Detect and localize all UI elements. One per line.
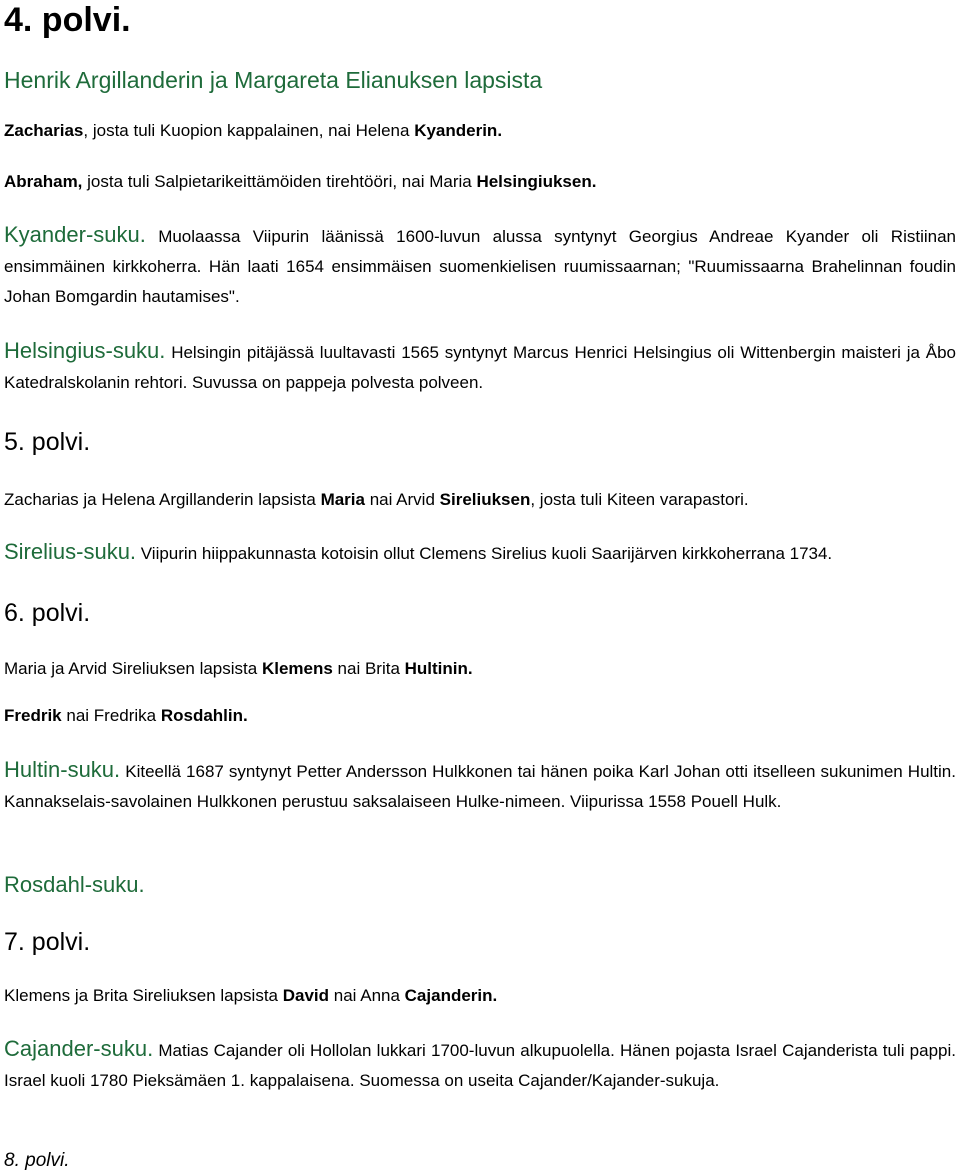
spouse-name: Kyanderin. bbox=[414, 121, 503, 140]
line-text: nai Brita bbox=[332, 659, 405, 678]
child-name: Maria bbox=[320, 490, 365, 509]
line-text: nai Arvid bbox=[364, 490, 440, 509]
family-text: Viipurin hiippakunnasta kotoisin ollut Clemens Sirelius kuoli Saarijärven kirkkoherrana 1734. bbox=[136, 544, 833, 563]
heading-generation-7: 7. polvi. bbox=[4, 928, 91, 956]
spouse-name: Sireliuksen bbox=[439, 490, 531, 509]
child-line-maria bbox=[4, 490, 956, 510]
family-text: Kiteellä 1687 syntynyt Petter Andersson Hulkkonen tai hänen poika Karl Johan otti itselleen sukunimen Hultin. Kannakselais-savolainen Hulkkonen perustuu saksalaiseen Hulke-nimeen. Viipurissa 1558 Pouell Hulk. bbox=[4, 762, 956, 811]
child-line-david bbox=[4, 986, 956, 1006]
heading-generation-6: 6. polvi. bbox=[4, 599, 91, 627]
family-name: Helsingius-suku. bbox=[4, 338, 166, 363]
family-paragraph-cajander bbox=[4, 1034, 956, 1096]
spouse-name: Hultinin. bbox=[404, 659, 473, 678]
heading-generation-5: 5. polvi. bbox=[4, 428, 91, 456]
spouse-name: Cajanderin. bbox=[404, 986, 498, 1005]
family-name: Sirelius-suku. bbox=[4, 539, 137, 564]
line-text: josta tuli Salpietarikeittämöiden tirehtööri, nai Maria bbox=[82, 172, 477, 191]
line-text: Maria ja Arvid Sireliuksen lapsista bbox=[4, 659, 262, 678]
child-name: Zacharias bbox=[4, 121, 84, 140]
child-name: Klemens bbox=[261, 659, 333, 678]
heading-generation-4: 4. polvi. bbox=[4, 1, 131, 39]
heading-generation-8: 8. polvi. bbox=[4, 1150, 70, 1171]
child-line-fredrik bbox=[4, 706, 956, 726]
line-text: Klemens ja Brita Sireliuksen lapsista bbox=[4, 986, 283, 1005]
family-text: Helsingin pitäjässä luultavasti 1565 syntynyt Marcus Henrici Helsingius oli Wittenbergin maisteri ja Åbo Katedralskolanin rehtori. Suvussa on pappeja polvesta polveen. bbox=[4, 343, 956, 392]
line-text: , josta tuli Kuopion kappalainen, nai Helena bbox=[83, 121, 415, 140]
family-paragraph-rosdahl bbox=[4, 870, 956, 902]
spouse-name: Rosdahlin. bbox=[160, 706, 248, 725]
child-name: Fredrik bbox=[4, 706, 62, 725]
child-line-abraham bbox=[4, 172, 956, 192]
family-paragraph-hultin bbox=[4, 755, 956, 817]
line-text: nai Fredrika bbox=[61, 706, 161, 725]
family-name: Rosdahl-suku. bbox=[4, 872, 145, 897]
family-text: Matias Cajander oli Hollolan lukkari 1700-luvun alkupuolella. Hänen pojasta Israel Cajanderista tuli pappi. Israel kuoli 1780 Pieksämäen 1. kappalaisena. Suomessa on useita Cajander/Kajander-sukuja. bbox=[4, 1041, 956, 1090]
family-paragraph-helsingius bbox=[4, 336, 956, 398]
family-name: Kyander-suku. bbox=[4, 222, 146, 247]
child-line-klemens bbox=[4, 659, 956, 679]
family-name: Cajander-suku. bbox=[4, 1036, 154, 1061]
spouse-name: Helsingiuksen. bbox=[476, 172, 597, 191]
family-name: Hultin-suku. bbox=[4, 757, 121, 782]
line-text: Zacharias ja Helena Argillanderin lapsista bbox=[4, 490, 321, 509]
family-paragraph-kyander bbox=[4, 220, 956, 312]
subheading-generation-4: Henrik Argillanderin ja Margareta Elianuksen lapsista bbox=[4, 67, 543, 93]
family-text: Muolaassa Viipurin läänissä 1600-luvun alussa syntynyt Georgius Andreae Kyander oli Ristiinan ensimmäinen kirkkoherra. Hän laati 1654 ensimmäisen suomenkielisen ruumissaarnan; "Ruumissaarna Brahelinnan foudin Johan Bomgardin hautamises". bbox=[4, 227, 956, 306]
child-name: David bbox=[282, 986, 330, 1005]
child-name: Abraham, bbox=[4, 172, 83, 191]
child-line-zacharias bbox=[4, 121, 956, 141]
line-text: nai Anna bbox=[329, 986, 405, 1005]
family-paragraph-sirelius bbox=[4, 537, 956, 569]
line-text: , josta tuli Kiteen varapastori. bbox=[530, 490, 749, 509]
